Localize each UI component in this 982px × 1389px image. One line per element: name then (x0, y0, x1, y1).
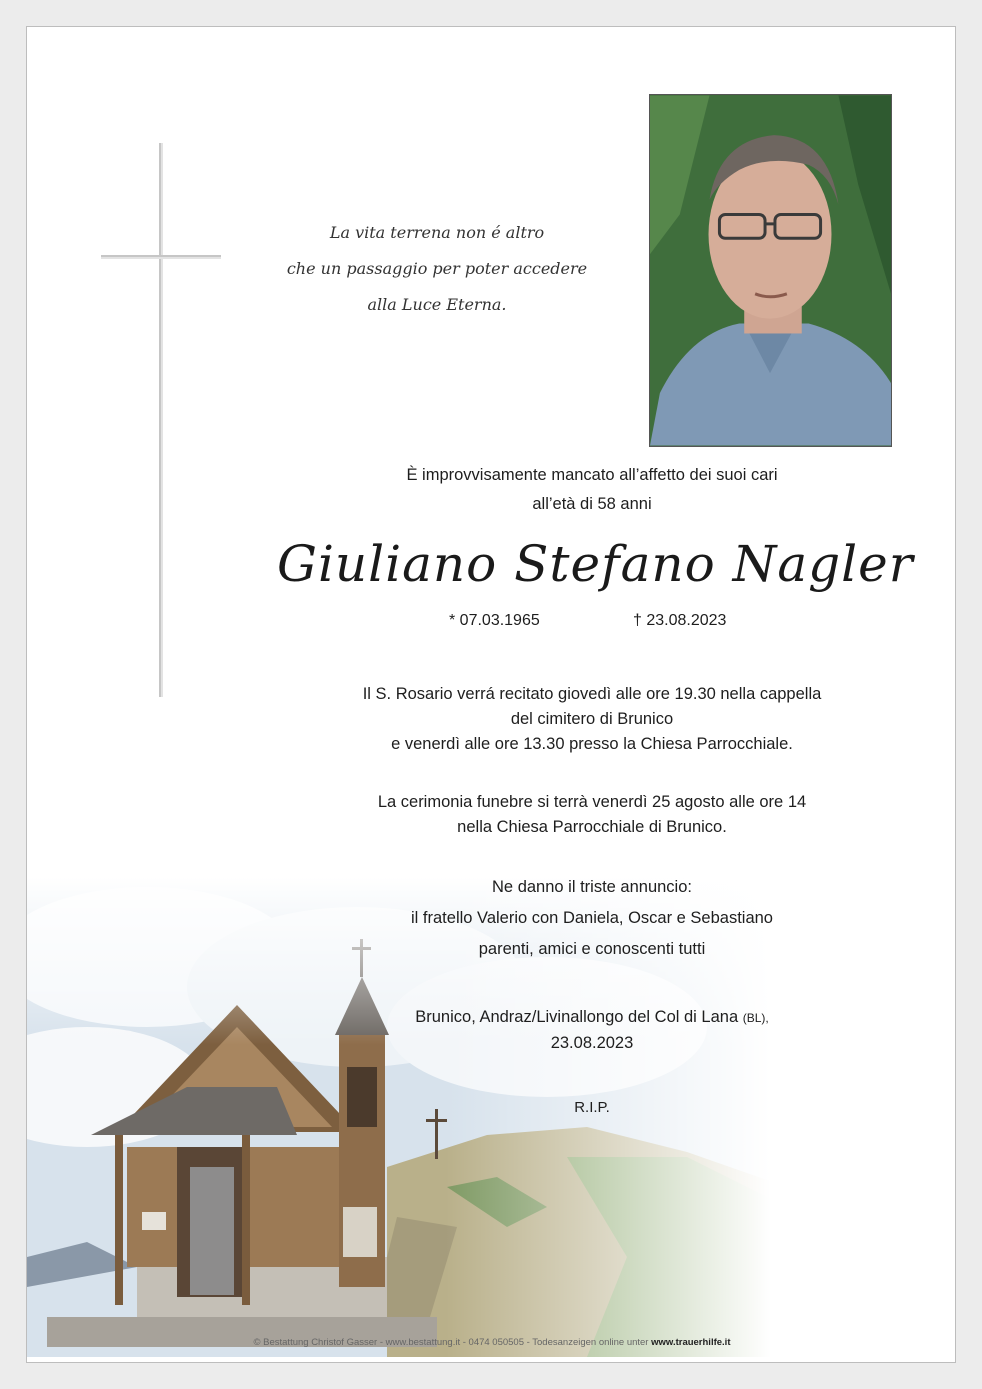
quote-text (277, 215, 597, 323)
quote-line: che un passaggio per poter accedere (286, 259, 588, 278)
announcement-intro (327, 461, 857, 519)
funeral-line: nella Chiesa Parrocchiale di Brunico. (457, 818, 727, 836)
footer-text: © Bestattung Christof Gasser - www.bestattung.it - 0474 050505 - Todesanzeigen online unter (253, 1337, 649, 1348)
rosary-line: e venerdì alle ore 13.30 presso la Chiesa Parrocchiale. (391, 735, 793, 753)
birth-date: * 07.03.1965 (449, 612, 540, 629)
life-dates (327, 612, 857, 634)
footer-credits (27, 1337, 956, 1348)
mourners-line: parenti, amici e conoscenti tutti (478, 940, 706, 958)
quote-line: alla Luce Eterna. (367, 295, 507, 314)
rosary-line: Il S. Rosario verrá recitato giovedì alle ore 19.30 nella cappella (362, 685, 822, 703)
place-location: Brunico, Andraz/Livinallongo del Col di Lana (415, 1008, 739, 1026)
obituary-card (26, 26, 956, 1363)
intro-line: all’età di 58 anni (532, 495, 652, 513)
mourners-line: il fratello Valerio con Daniela, Oscar e Sebastiano (411, 909, 773, 927)
rip-text: R.I.P. (574, 1099, 610, 1116)
death-date: † 23.08.2023 (633, 612, 727, 629)
place-province: (BL), (742, 1011, 769, 1025)
funeral-line: La cerimonia funebre si terrà venerdì 25 agosto alle ore 14 (377, 793, 807, 811)
intro-line: È improvvisamente mancato all’affetto dei suoi cari (406, 466, 778, 484)
deceased-name: Giuliano Stefano Nagler (277, 535, 914, 593)
rosary-info (297, 682, 887, 757)
cross-horizontal-line (101, 255, 221, 257)
quote-line: La vita terrena non é altro (329, 223, 545, 242)
cross-vertical-line (159, 143, 161, 697)
mourners-line: Ne danno il triste annuncio: (492, 878, 692, 896)
funeral-info (297, 790, 887, 840)
mourners-list (297, 872, 887, 965)
footer-link[interactable]: www.trauerhilfe.it (651, 1337, 731, 1348)
place-and-date (297, 1005, 887, 1056)
rosary-line: del cimitero di Brunico (510, 710, 674, 728)
place-date: 23.08.2023 (550, 1034, 634, 1052)
portrait-photo (649, 94, 892, 447)
